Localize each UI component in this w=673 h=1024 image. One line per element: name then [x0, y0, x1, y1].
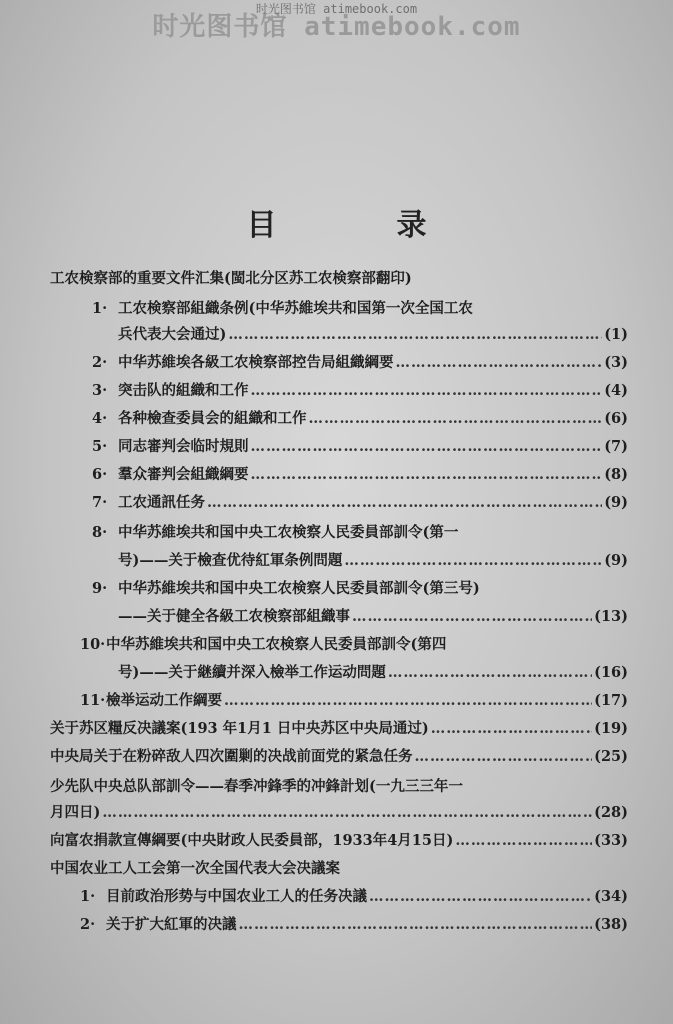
toc-entry: [92, 436, 628, 458]
toc-entry: [92, 464, 628, 486]
toc-entry-title: 中央局关于在粉碎敌人四次圍剿的决战前面党的紧急任务: [50, 748, 413, 765]
toc-entry: [80, 886, 628, 908]
toc-entry-page: (8): [604, 466, 628, 483]
watermark-url: 时光图书馆 atimebook.com: [255, 2, 418, 16]
toc-entry-page: (17): [594, 692, 628, 709]
toc-entry-page: (6): [604, 410, 628, 427]
toc-entry-page: (9): [604, 494, 628, 511]
toc-entry-number: 3·: [92, 382, 108, 399]
toc-entry: [118, 324, 628, 346]
toc-entry-title: 突击队的組織和工作: [118, 382, 249, 399]
toc-entry: [50, 776, 463, 798]
toc-entry-page: (25): [594, 748, 628, 765]
toc-entry-number: 10·: [80, 636, 106, 653]
toc-entry-number: 1·: [80, 888, 96, 905]
toc-entry: [118, 550, 628, 572]
toc-leader-dots: [224, 690, 592, 712]
toc-entry-page: (34): [594, 888, 628, 905]
toc-entry-title: ——关于健全各級工农検察部組織事: [118, 608, 350, 625]
toc-entry: [50, 830, 628, 852]
toc-entry-page: (38): [594, 916, 628, 933]
toc-entry: [92, 352, 628, 374]
toc-entry: [50, 746, 628, 768]
toc-entry: [118, 662, 628, 684]
toc-entry-page: (1): [604, 326, 628, 343]
toc-entry-title: 兵代表大会通过): [118, 326, 227, 343]
toc-entry-title: 中华苏維埃各級工农検察部控告局組織綱要: [118, 354, 394, 371]
toc-leader-dots: [396, 352, 603, 374]
toc-entry-page: (9): [604, 552, 628, 569]
toc-entry-number: 11·: [80, 692, 106, 709]
toc-entry-title: 中国农业工人工会第一次全国代表大会决議案: [50, 860, 340, 877]
toc-leader-dots: [251, 436, 603, 458]
toc-entry: [50, 268, 412, 290]
toc-entry-title: 各种檢查委員会的組織和工作: [118, 410, 307, 427]
page-title: 目录: [246, 208, 547, 243]
toc-entry: [50, 858, 340, 880]
toc-entry-title: 中华苏維埃共和国中央工农検察人民委員部訓令(第三号): [118, 580, 480, 597]
toc-entry-number: 9·: [92, 580, 108, 597]
toc-entry-page: (19): [594, 720, 628, 737]
toc-entry-page: (13): [594, 608, 628, 625]
toc-entry-number: 4·: [92, 410, 108, 427]
watermark: 时光图书馆 atimebook.com: [152, 12, 521, 42]
toc-entry-page: (3): [604, 354, 628, 371]
toc-entry-title: 同志審判会临时規則: [118, 438, 249, 455]
toc-leader-dots: [102, 802, 592, 824]
toc-leader-dots: [228, 324, 602, 346]
toc-entry: [92, 492, 628, 514]
toc-entry: [92, 408, 628, 430]
toc-entry: [92, 380, 628, 402]
toc-entry: [50, 802, 628, 824]
toc-entry-number: 5·: [92, 438, 108, 455]
toc-entry: [92, 298, 473, 320]
toc-entry-number: 2·: [80, 916, 96, 933]
toc-entry-page: (7): [604, 438, 628, 455]
toc-entry-number: 8·: [92, 524, 108, 541]
toc-entry-title: 号)——关于檢查优待紅軍条例問題: [118, 552, 343, 569]
toc-leader-dots: [207, 492, 602, 514]
toc-leader-dots: [431, 718, 592, 740]
toc-leader-dots: [251, 380, 603, 402]
toc-leader-dots: [369, 886, 592, 908]
toc-entry-title: 目前政治形势与中国农业工人的任务决議: [106, 888, 367, 905]
toc-leader-dots: [344, 550, 602, 572]
toc-entry-title: 中华苏維埃共和国中央工农検察人民委員部訓令(第四: [106, 636, 447, 653]
toc-entry-number: 2·: [92, 354, 108, 371]
toc-entry-page: (4): [604, 382, 628, 399]
toc-entry-title: 工农通訊任务: [118, 494, 205, 511]
toc-leader-dots: [388, 662, 592, 684]
toc-leader-dots: [251, 464, 603, 486]
toc-entry: [50, 718, 628, 740]
toc-entry: [80, 914, 628, 936]
toc-entry-page: (28): [594, 804, 628, 821]
toc-entry-page: (16): [594, 664, 628, 681]
toc-entry-title: 关于苏区糧反决議案(193 年1月1 日中央苏区中央局通过): [50, 720, 429, 737]
toc-entry-title: 工农検察部的重要文件汇集(閩北分区苏工农検察部翻印): [50, 270, 412, 287]
toc-entry-title: 关于扩大紅軍的决議: [106, 916, 237, 933]
toc-entry: [92, 522, 458, 544]
toc-entry-number: 6·: [92, 466, 108, 483]
toc-entry-title: 檢举运动工作綱要: [106, 692, 222, 709]
toc-entry-number: 1·: [92, 300, 108, 317]
toc-leader-dots: [352, 606, 592, 628]
toc-entry-title: 工农検察部組織条例(中华苏維埃共和国第一次全国工农: [118, 300, 473, 317]
toc-entry: [92, 578, 480, 600]
toc-entry-title: 少先队中央总队部訓令——春季冲鋒季的冲鋒計划(一九三三年一: [50, 778, 463, 795]
toc-entry-title: 月四日): [50, 804, 101, 821]
toc-entry: [118, 606, 628, 628]
toc-leader-dots: [239, 914, 593, 936]
toc-entry: [80, 690, 628, 712]
toc-entry-title: 号)——关于継續并深入檢举工作运动問題: [118, 664, 386, 681]
toc-entry-title: 中华苏維埃共和国中央工农検察人民委員部訓令(第一: [118, 524, 459, 541]
toc-entry-number: 7·: [92, 494, 108, 511]
toc-leader-dots: [455, 830, 592, 852]
toc-leader-dots: [415, 746, 593, 768]
toc-entry-title: 向富农捐款宣傳綱要(中央財政人民委員部，1933年4月15日): [50, 832, 454, 849]
toc-entry-title: 羣众審判会組織綱要: [118, 466, 249, 483]
toc-entry: [80, 634, 446, 656]
toc-leader-dots: [309, 408, 603, 430]
toc-entry-page: (33): [594, 832, 628, 849]
